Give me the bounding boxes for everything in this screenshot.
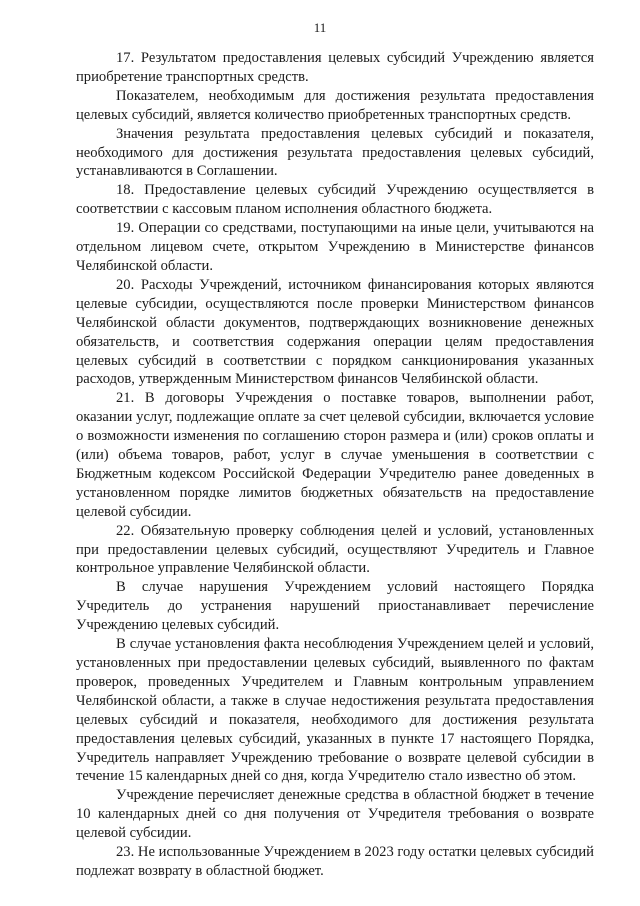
paragraph-19: 19. Операции со средствами, поступающими на иные цели, учитываются на отдельном лицевом счете, открытом Учреждению в Министерстве финансов Челябинской области. — [76, 220, 594, 274]
paragraph-indicator: Показателем, необходимым для достижения результата предоставления целевых субсидий, является количество приобретенных транспортных средств. — [76, 87, 594, 123]
document-body — [76, 49, 594, 881]
paragraph-violation: В случае нарушения Учреждением условий настоящего Порядка Учредитель до устранения нарушений приостанавливает перечисление Учреждению целевых субсидий. — [76, 579, 594, 634]
paragraph-refund: Учреждение перечисляет денежные средства в областной бюджет в течение 10 календарных дней со дня получения от Учредителя требования о возврате целевой субсидии. — [76, 787, 594, 842]
paragraph-23: 23. Не использованные Учреждением в 2023 году остатки целевых субсидий подлежат возврату в областной бюджет. — [76, 844, 594, 879]
paragraph-18: 18. Предоставление целевых субсидий Учреждению осуществляется в соответствии с кассовым планом исполнения областного бюджета. — [76, 182, 594, 218]
paragraph-values: Значения результата предоставления целевых субсидий и показателя, необходимого для достижения результата предоставления целевых субсидий, устанавливаются в Соглашении. — [76, 125, 594, 180]
paragraph-20: 20. Расходы Учреждений, источником финансирования которых являются целевые субсидии, осуществляются после проверки Министерством финансов Челябинской области документов, подтверждающих возникновение денежных обязательств, и соответствия содержания операции целям предоставления целевых субсидий в соответствии с порядком санкционирования указанных расходов, утвержденным Министерством финансов Челябинской области. — [76, 276, 594, 388]
paragraph-noncompliance: В случае установления факта несоблюдения Учреждением целей и условий, установленных при предоставлении целевых субсидий, выявленного по фактам проверок, проведенных Учредителем и Главным контрольным управлением Челябинской области, а также в случае недостижения результата предоставления целевых субсидий и показателя, необходимого для достижения результата предоставления целевых субсидий, указанных в пункте 17 настоящего Порядка, Учредитель направляет Учреждению требование о возврате целевой субсидии в течение 15 календарных дней со дня, когда Учредителю стало известно об этом. — [76, 636, 594, 785]
paragraph-17: 17. Результатом предоставления целевых субсидий Учреждению является приобретение транспортных средств. — [76, 50, 594, 85]
page-number: 11 — [313, 20, 327, 35]
paragraph-22: 22. Обязательную проверку соблюдения целей и условий, установленных при предоставлении целевых субсидий, осуществляют Учредитель и Главное контрольное управление Челябинской области. — [76, 522, 594, 577]
paragraph-21: 21. В договоры Учреждения о поставке товаров, выполнении работ, оказании услуг, подлежащие оплате за счет целевой субсидии, включается условие о возможности изменения по соглашению сторон размера и (или) сроков оплаты и (или) объема товаров, работ, услуг в случае уменьшения в соответствии с Бюджетным кодексом Российской Федерации Учредителю ранее доведенных в установленном порядке лимитов бюджетных обязательств на предоставление целевой субсидии. — [76, 390, 594, 520]
